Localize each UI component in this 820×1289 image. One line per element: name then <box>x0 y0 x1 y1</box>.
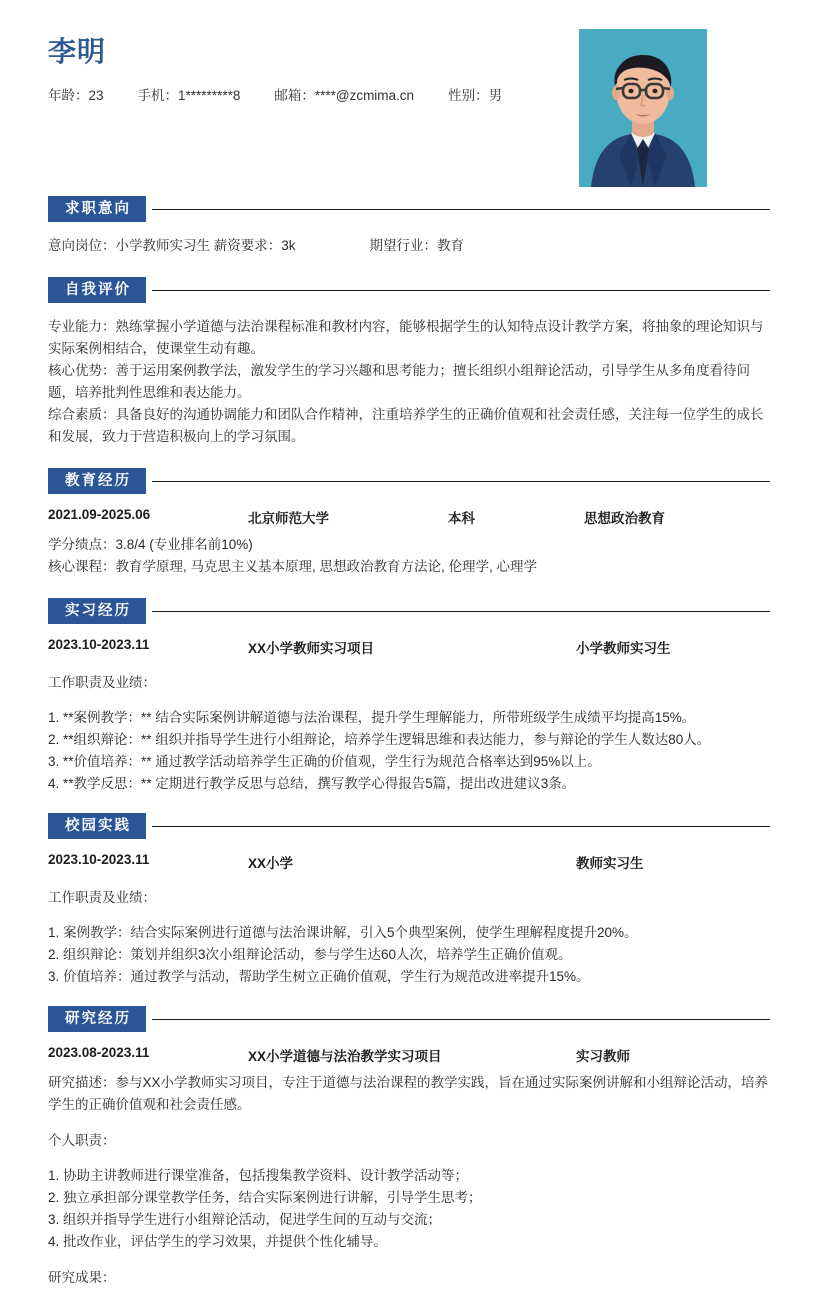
campus-duties-label: 工作职责及业绩： <box>48 889 156 905</box>
section-header <box>48 277 772 303</box>
research-duty-4: 4. 批改作业，评估学生的学习效果，并提供个性化辅导。 <box>48 1234 388 1249</box>
internship-entry-header <box>48 637 772 658</box>
campus-duty-1: 1. 案例教学：结合实际案例进行道德与法治课讲解，引入5个典型案例，使学生理解程度提升20%。 <box>48 925 638 940</box>
section-title-internship: 实习经历 <box>48 598 146 624</box>
self-eval-strengths: 核心优势：善于运用案例教学法，激发学生的学习兴趣和思考能力；擅长组织小组辩论活动，引导学生从多角度看待问题，培养批判性思维和表达能力。 <box>48 363 750 400</box>
self-evaluation-body <box>48 316 772 468</box>
education-details <box>48 534 772 598</box>
research-duty-2: 2. 独立承担部分课堂教学任务，结合实际案例进行讲解，引导学生思考； <box>48 1190 482 1205</box>
section-divider <box>152 209 770 210</box>
section-title-self-evaluation: 自我评价 <box>48 277 146 303</box>
section-header <box>48 1006 772 1032</box>
internship-role: 小学教师实习生 <box>576 641 671 656</box>
campus-role: 教师实习生 <box>576 856 644 871</box>
education-major: 思想政治教育 <box>584 511 665 526</box>
section-header <box>48 468 772 494</box>
contact-gender: 性别：男 <box>448 88 503 103</box>
job-intent-position-salary: 意向岗位：小学教师实习生 薪资要求：3k <box>48 238 296 253</box>
page-title: 李明 <box>48 36 107 67</box>
avatar <box>579 29 707 187</box>
section-education <box>48 468 772 598</box>
research-role: 实习教师 <box>576 1049 630 1064</box>
campus-duty-2: 2. 组织辩论：策划并组织3次小组辩论活动，参与学生达60人次，培养学生正确价值观。 <box>48 947 572 962</box>
education-degree: 本科 <box>448 511 475 526</box>
research-description: 研究描述：参与XX小学教师实习项目，专注于道德与法治课程的教学实践，旨在通过实际案例讲解和小组辩论活动，培养学生的正确价值观和社会责任感。 <box>48 1075 769 1112</box>
education-date: 2021.09-2025.06 <box>48 507 151 522</box>
job-intent-industry: 期望行业：教育 <box>369 238 465 253</box>
research-entry-header <box>48 1045 772 1066</box>
section-campus-practice <box>48 813 772 1006</box>
resume-header <box>48 0 772 196</box>
internship-duty-3: 3. **价值培养：** 通过教学活动培养学生正确的价值观，学生行为规范合格率达到95%以上。 <box>48 754 601 769</box>
section-title-education: 教育经历 <box>48 468 146 494</box>
section-divider <box>152 826 770 827</box>
campus-project: XX小学 <box>248 856 294 871</box>
section-title-job-intent: 求职意向 <box>48 196 146 222</box>
education-school: 北京师范大学 <box>248 511 329 526</box>
section-title-campus-practice: 校园实践 <box>48 813 146 839</box>
research-duty-1: 1. 协助主讲教师进行课堂准备，包括搜集教学资料、设计教学活动等； <box>48 1168 469 1183</box>
section-header <box>48 598 772 624</box>
campus-date: 2023.10-2023.11 <box>48 852 150 867</box>
section-internship <box>48 598 772 813</box>
education-entry-header <box>48 507 772 528</box>
contact-phone: 手机：1*********8 <box>137 88 241 103</box>
section-divider <box>152 290 770 291</box>
campus-duty-3: 3. 价值培养：通过教学与活动，帮助学生树立正确价值观，学生行为规范改进率提升15%。 <box>48 969 590 984</box>
section-divider <box>152 481 770 482</box>
job-intent-body <box>48 235 772 277</box>
campus-entry-header <box>48 852 772 873</box>
research-details <box>48 1072 772 1289</box>
education-courses: 核心课程：教育学原理, 马克思主义基本原理, 思想政治教育方法论, 伦理学, 心理学 <box>48 559 538 574</box>
internship-duty-1: 1. **案例教学：** 结合实际案例讲解道德与法治课程，提升学生理解能力，所带班级学生成绩平均提高15%。 <box>48 710 696 725</box>
self-eval-professional: 专业能力：熟练掌握小学道德与法治课程标准和教材内容，能够根据学生的认知特点设计教学方案，将抽象的理论知识与实际案例相结合，使课堂生动有趣。 <box>48 319 764 356</box>
internship-details <box>48 672 772 814</box>
internship-duty-2: 2. **组织辩论：** 组织并指导学生进行小组辩论，培养学生逻辑思维和表达能力，参与辩论的学生人数达80人。 <box>48 732 711 747</box>
research-project: XX小学道德与法治教学实习项目 <box>248 1049 442 1064</box>
internship-duties-label: 工作职责及业绩： <box>48 674 156 690</box>
section-title-research: 研究经历 <box>48 1006 146 1032</box>
internship-duty-4: 4. **教学反思：** 定期进行教学反思与总结，撰写教学心得报告5篇，提出改进建议3条。 <box>48 776 576 791</box>
research-duties-label: 个人职责： <box>48 1132 116 1148</box>
section-divider <box>152 1019 770 1020</box>
section-divider <box>152 611 770 612</box>
contact-age: 年龄：23 <box>48 88 104 103</box>
portrait-photo-icon <box>579 29 707 187</box>
section-research <box>48 1006 772 1289</box>
research-duty-3: 3. 组织并指导学生进行小组辩论活动，促进学生间的互动与交流； <box>48 1212 442 1227</box>
contact-email: 邮箱：****@zcmima.cn <box>274 88 415 103</box>
section-header <box>48 813 772 839</box>
section-self-evaluation <box>48 277 772 468</box>
internship-date: 2023.10-2023.11 <box>48 637 150 652</box>
research-date: 2023.08-2023.11 <box>48 1045 150 1060</box>
section-job-intent <box>48 196 772 277</box>
education-gpa: 学分绩点：3.8/4 (专业排名前10%) <box>48 537 253 552</box>
internship-project: XX小学教师实习项目 <box>248 641 375 656</box>
section-header <box>48 196 772 222</box>
campus-details <box>48 887 772 1007</box>
self-eval-qualities: 综合素质：具备良好的沟通协调能力和团队合作精神，注重培养学生的正确价值观和社会责任感，关注每一位学生的成长和发展，致力于营造积极向上的学习氛围。 <box>48 407 764 444</box>
research-results-label: 研究成果： <box>48 1269 116 1285</box>
